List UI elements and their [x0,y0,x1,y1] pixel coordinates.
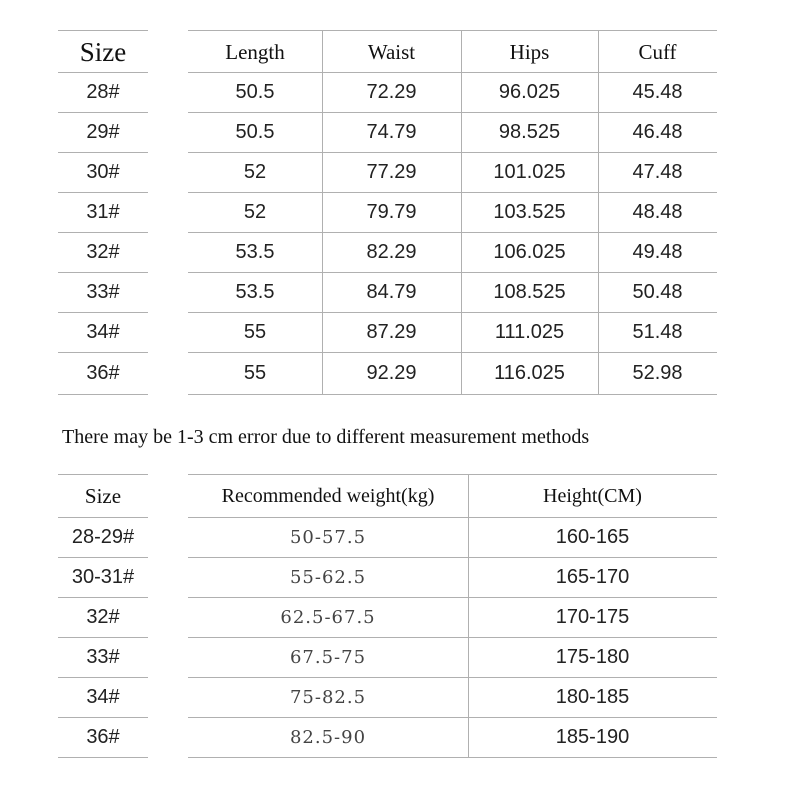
measurement-cell: 101.025 [493,161,566,183]
measurement-cell: 82.29 [366,241,417,263]
horizontal-rule [58,30,148,31]
measurement-cell: 96.025 [498,81,561,103]
size-cell: 28-29# [71,526,135,548]
size-cell: 28# [86,81,120,103]
measurement-cell: 52 [243,201,267,223]
measurement-note: There may be 1-3 cm error due to different measurement methods [62,425,590,448]
measurement-cell: 79.79 [366,201,417,223]
measurement-cell: 55 [243,362,267,384]
size-cell: 32# [86,606,120,628]
size-cell: 33# [86,281,120,303]
measurement-cell: 55 [243,321,267,343]
height-cell: 180-185 [555,686,630,708]
measurement-cell: 103.525 [493,201,566,223]
column-header-waist: Waist [367,39,416,64]
column-header-length: Length [225,39,285,64]
size-cell: 36# [86,726,120,748]
height-cell: 160-165 [555,526,630,548]
height-cell: 175-180 [555,646,630,668]
weight-cell: 50-57.5 [289,527,367,548]
size-cell: 30# [86,161,120,183]
horizontal-rule [188,394,717,395]
measurement-cell: 51.48 [632,321,683,343]
measurement-cell: 108.525 [493,281,566,303]
measurement-cell: 50.48 [632,281,683,303]
size-cell: 34# [86,321,120,343]
size-cell: 31# [86,201,120,223]
measurement-cell: 45.48 [632,81,683,103]
horizontal-rule [58,757,148,758]
size-cell: 30-31# [71,566,135,588]
measurement-cell: 87.29 [366,321,417,343]
size-cell: 29# [86,121,120,143]
column-header-size: Size [84,484,122,508]
weight-cell: 55-62.5 [289,567,367,588]
measurement-cell: 72.29 [366,81,417,103]
measurement-cell: 47.48 [632,161,683,183]
size-cell: 33# [86,646,120,668]
measurement-cell: 52 [243,161,267,183]
measurement-cell: 116.025 [494,362,565,384]
measurement-cell: 111.025 [494,321,565,343]
horizontal-rule [188,30,717,31]
weight-cell: 82.5-90 [289,727,367,748]
measurement-cell: 48.48 [632,201,683,223]
measurement-cell: 49.48 [632,241,683,263]
weight-cell: 67.5-75 [289,647,367,668]
measurement-cell: 106.025 [493,241,566,263]
size-cell: 34# [86,686,120,708]
height-cell: 170-175 [555,606,630,628]
weight-cell: 62.5-67.5 [280,607,376,628]
measurement-cell: 77.29 [366,161,417,183]
column-header-hips: Hips [509,39,550,64]
column-header-weight: Recommended weight(kg) [221,485,435,507]
height-cell: 165-170 [555,566,630,588]
measurement-cell: 74.79 [366,121,417,143]
measurement-cell: 53.5 [235,281,275,303]
height-cell: 185-190 [555,726,630,748]
horizontal-rule [188,757,717,758]
measurement-cell: 46.48 [632,121,683,143]
measurement-cell: 50.5 [235,121,275,143]
measurement-cell: 52.98 [632,362,683,384]
weight-cell: 75-82.5 [289,687,367,708]
horizontal-rule [58,394,148,395]
size-cell: 32# [86,241,120,263]
horizontal-rule [58,474,148,475]
measurement-cell: 98.525 [498,121,561,143]
measurement-cell: 53.5 [235,241,275,263]
column-header-size: Size [79,36,127,67]
column-header-cuff: Cuff [638,39,677,64]
column-header-height: Height(CM) [543,485,642,507]
measurement-cell: 50.5 [235,81,275,103]
size-cell: 36# [86,362,120,384]
horizontal-rule [188,474,717,475]
measurement-cell: 84.79 [366,281,417,303]
measurement-cell: 92.29 [366,362,417,384]
